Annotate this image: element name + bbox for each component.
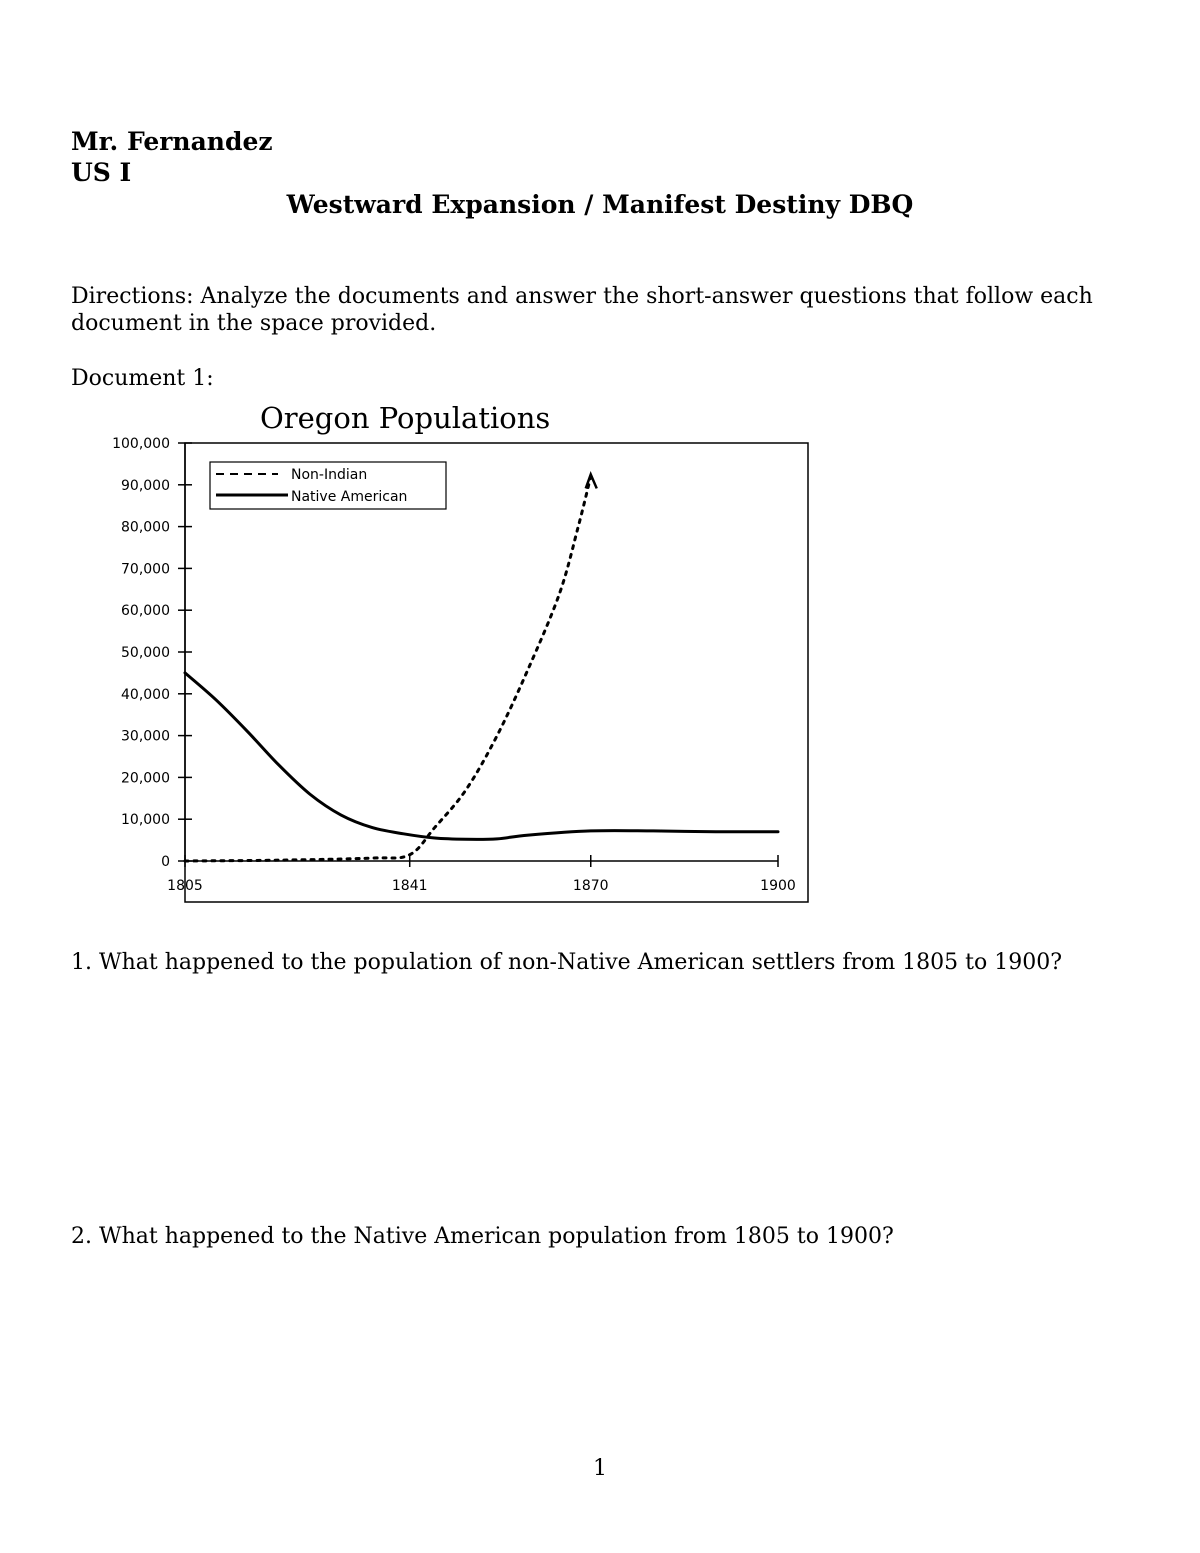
y-tick-label: 70,000 (121, 561, 170, 578)
course-name: US I (71, 158, 132, 187)
oregon-populations-chart (60, 395, 820, 915)
chart-title: Oregon Populations (260, 401, 551, 435)
x-tick-label: 1870 (572, 878, 609, 894)
y-tick-label: 40,000 (121, 686, 170, 703)
y-tick-label: 80,000 (121, 519, 170, 536)
series-line-non-indian (185, 476, 591, 861)
directions-text: Directions: Analyze the documents and answer the short-answer questions that follow each document in the space provided. (71, 284, 1093, 336)
series-arrowhead-non-indian (586, 474, 597, 488)
x-tick-label: 1900 (760, 878, 796, 894)
legend-label-non-indian: Non-Indian (291, 467, 368, 483)
legend-label-native-american: Native American (291, 489, 408, 505)
teacher-name: Mr. Fernandez (71, 127, 273, 156)
y-tick-label: 100,000 (112, 436, 170, 452)
question-2: 2. What happened to the Native American population from 1805 to 1900? (71, 1224, 894, 1249)
x-tick-label: 1805 (167, 878, 203, 894)
question-1: 1. What happened to the population of non-Native American settlers from 1805 to 1900? (71, 950, 1063, 975)
page-number: 1 (593, 1456, 607, 1481)
y-tick-label: 90,000 (121, 477, 170, 494)
document-label: Document 1: (71, 366, 214, 391)
y-tick-label: 20,000 (121, 770, 170, 787)
y-tick-label: 30,000 (121, 728, 170, 745)
y-tick-label: 50,000 (121, 645, 170, 661)
y-tick-label: 60,000 (121, 603, 170, 620)
x-tick-label: 1841 (391, 878, 428, 894)
y-tick-label: 10,000 (121, 812, 170, 829)
chart-legend (210, 462, 446, 509)
page-title: Westward Expansion / Manifest Destiny DBQ (286, 190, 914, 219)
y-axis-ticks (112, 436, 192, 870)
y-tick-label: 0 (161, 854, 170, 870)
series-lines (185, 474, 778, 861)
series-line-native-american (185, 673, 778, 839)
